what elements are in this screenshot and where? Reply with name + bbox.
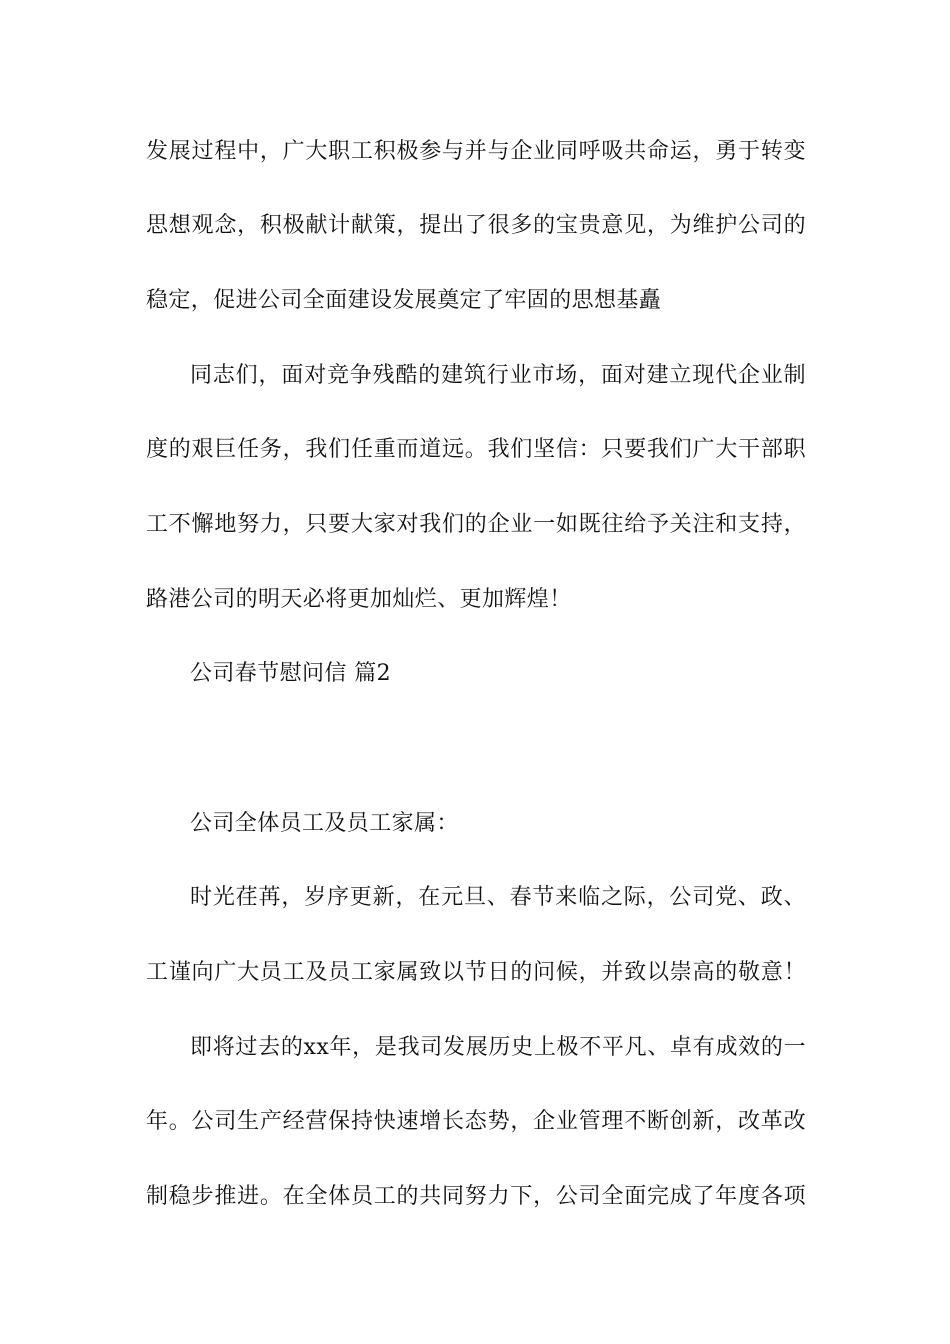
paragraph-line: 度的艰巨任务，我们任重而道远。我们坚信：只要我们广大干部职 [146, 437, 806, 462]
paragraph-line: 制稳步推进。在全体员工的共同努力下，公司全面完成了年度各项 [146, 1184, 806, 1209]
paragraph-line: 路港公司的明天必将更加灿烂、更加辉煌！ [146, 587, 572, 612]
paragraph-line: 思想观念，积极献计献策，提出了很多的宝贵意见，为维护公司的 [146, 213, 806, 238]
paragraph-line: 工不懈地努力，只要大家对我们的企业一如既往给予关注和支持， [146, 512, 806, 537]
paragraph-line: 即将过去的xx年，是我司发展历史上极不平凡、卓有成效的一 [190, 1035, 806, 1060]
paragraph-line: 发展过程中，广大职工积极参与并与企业同呼吸共命运，勇于转变 [146, 139, 806, 164]
paragraph-line: 工谨向广大员工及员工家属致以节日的问候，并致以崇高的敬意！ [146, 960, 806, 985]
salutation: 公司全体员工及员工家属： [190, 811, 459, 836]
paragraph-line: 同志们，面对竞争残酷的建筑行业市场，面对建立现代企业制 [190, 363, 806, 388]
paragraph-line: 时光荏苒，岁序更新，在元旦、春节来临之际，公司党、政、 [190, 885, 806, 910]
paragraph-line: 年。公司生产经营保持快速增长态势，企业管理不断创新，改革改 [146, 1109, 806, 1134]
paragraph-line: 稳定，促进公司全面建设发展奠定了牢固的思想基矗 [146, 288, 662, 313]
section-heading: 公司春节慰问信 篇2 [190, 661, 391, 686]
